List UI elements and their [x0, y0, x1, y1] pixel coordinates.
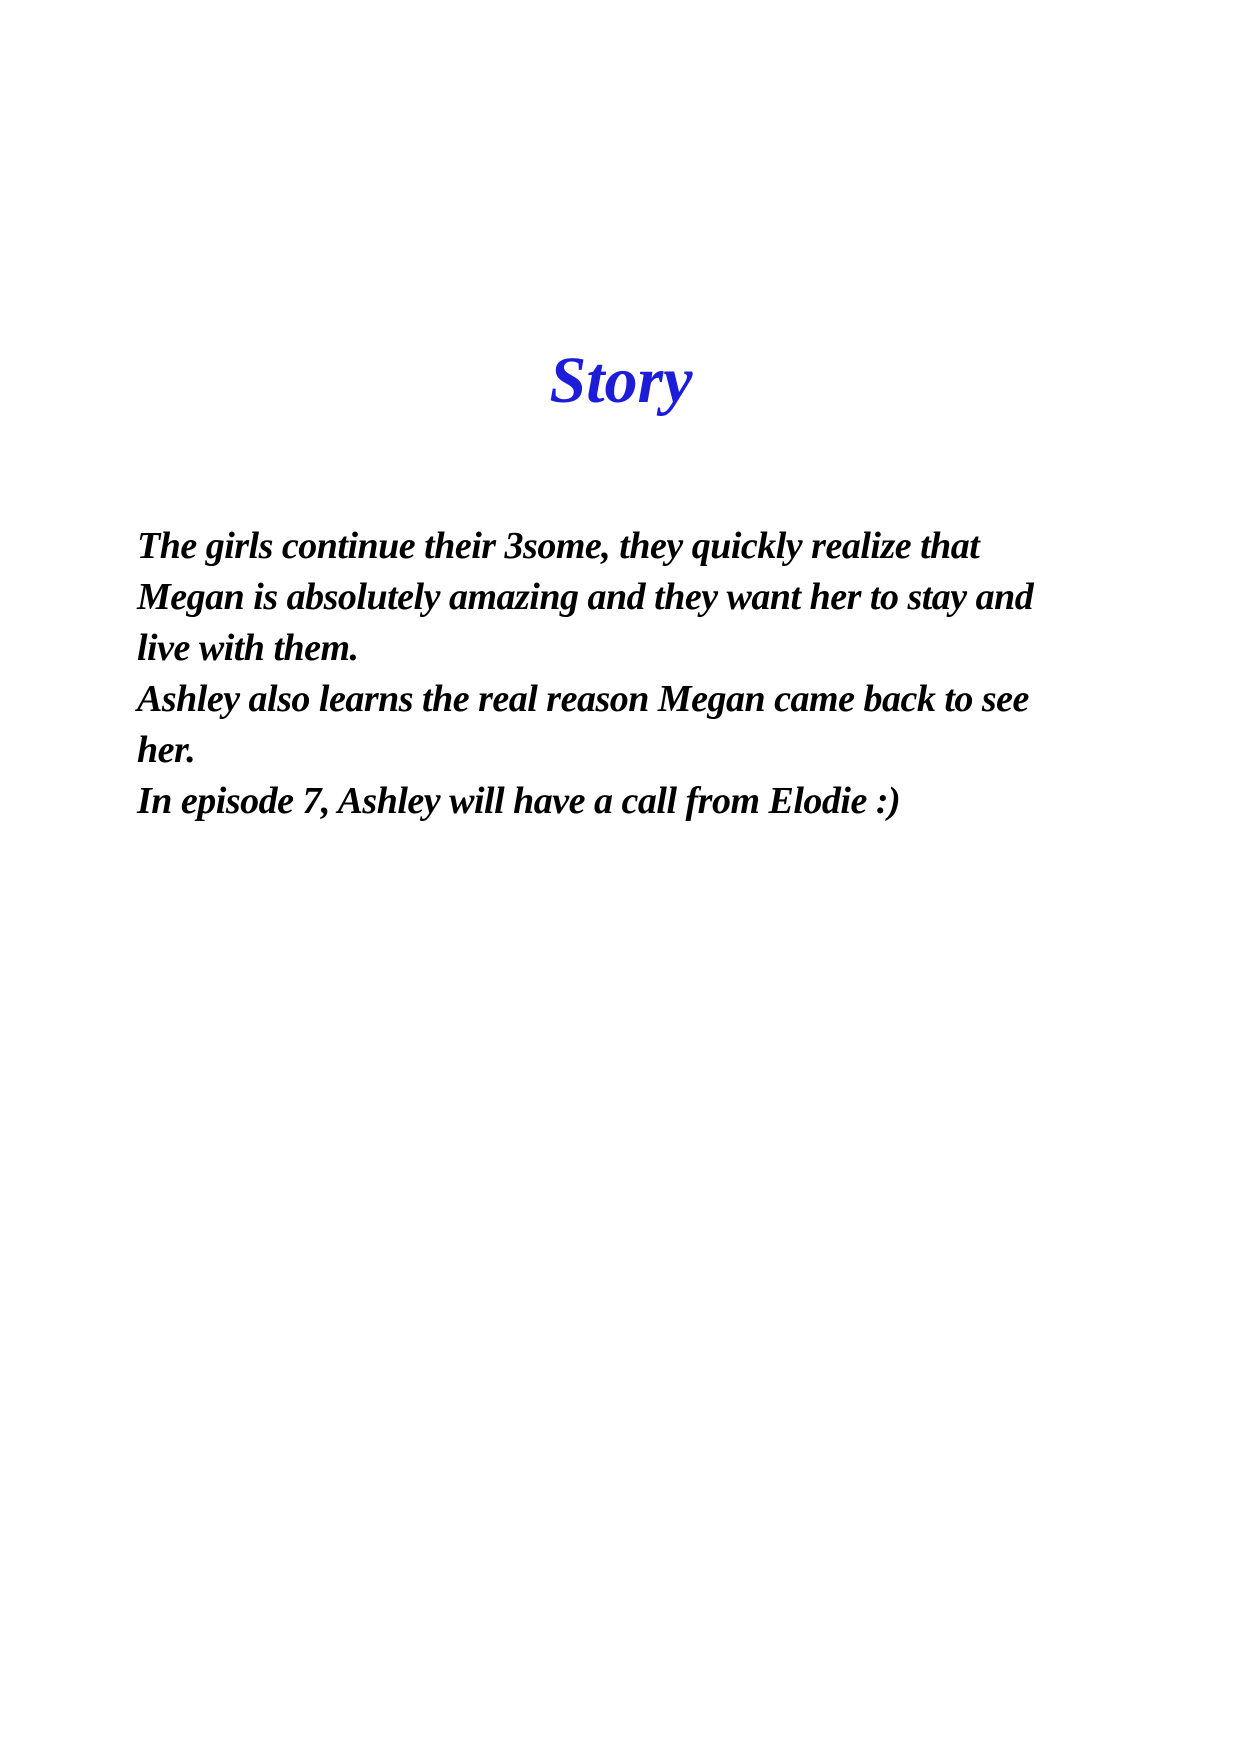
story-line: her. [137, 729, 196, 771]
story-line: Megan is absolutely amazing and they want her to stay and [137, 576, 1034, 618]
document-title: Story [549, 344, 693, 417]
story-line: In episode 7, Ashley will have a call from Elodie :) [137, 780, 901, 822]
story-line: The girls continue their 3some, they quickly realize that [137, 525, 980, 567]
story-text [137, 521, 1182, 827]
story-line: Ashley also learns the real reason Megan came back to see [137, 678, 1029, 720]
story-line: live with them. [137, 627, 359, 669]
